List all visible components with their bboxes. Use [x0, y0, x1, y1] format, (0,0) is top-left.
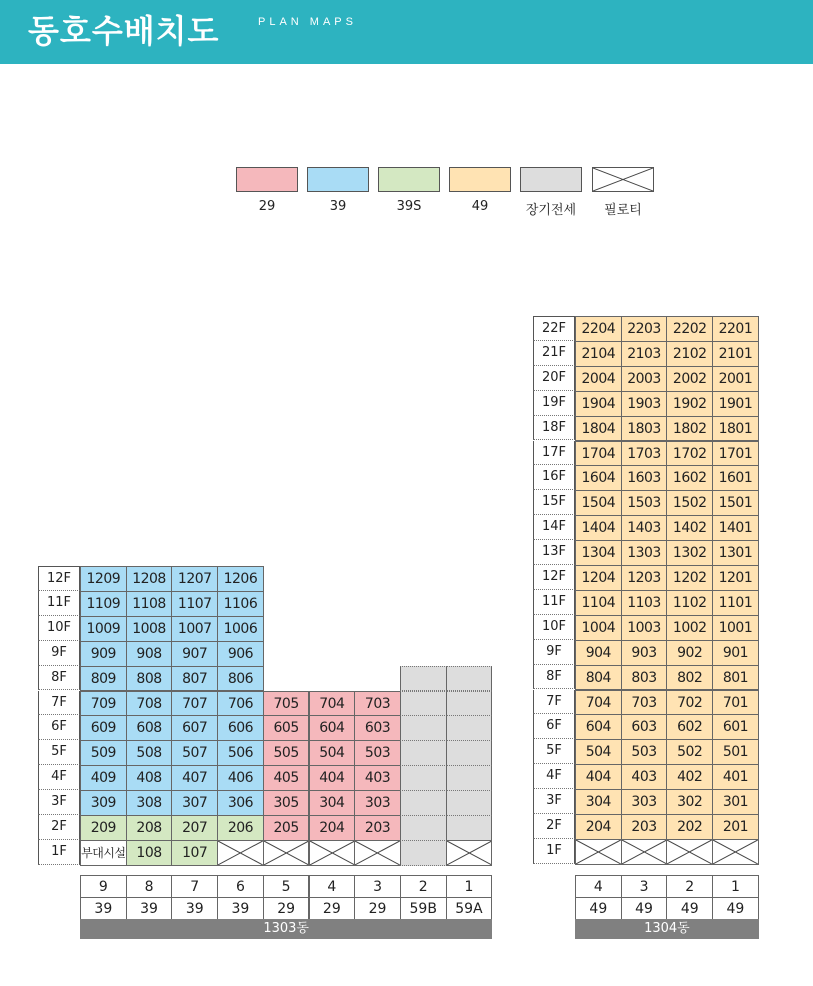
unit-cell: [446, 691, 493, 717]
unit-cell: 708: [126, 691, 173, 717]
unit-cell: 505: [263, 740, 310, 766]
unit-cell: 308: [126, 790, 173, 816]
unit-cell: 1903: [621, 391, 668, 417]
unit-type: 39: [171, 897, 218, 920]
unit-type: 29: [263, 897, 310, 920]
unit-cell: 1002: [666, 615, 713, 641]
unit-cell: 704: [309, 691, 356, 717]
unit-cell: 801: [712, 665, 759, 691]
unit-cell: 906: [217, 641, 264, 667]
unit-cell: [446, 765, 493, 791]
line-number: 2: [400, 875, 447, 898]
floor-label: 22F: [533, 316, 575, 341]
unit-cell: 1302: [666, 540, 713, 566]
unit-cell: 부대시설: [80, 840, 127, 866]
unit-cell: 1804: [575, 416, 622, 442]
unit-cell: 605: [263, 715, 310, 741]
pilotis-cross-icon: [667, 840, 712, 864]
legend-swatch: [378, 167, 440, 192]
unit-cell: 206: [217, 815, 264, 841]
unit-cell: [400, 765, 447, 791]
unit-cell: 1604: [575, 465, 622, 491]
legend-swatch: [236, 167, 298, 192]
unit-cell: 1401: [712, 515, 759, 541]
unit-cell: [400, 790, 447, 816]
unit-cell: 606: [217, 715, 264, 741]
unit-cell: 1208: [126, 566, 173, 592]
unit-cell: 501: [712, 739, 759, 765]
floor-label: 5F: [533, 739, 575, 764]
pilotis-cell: [575, 839, 622, 865]
unit-cell: 1303: [621, 540, 668, 566]
pilotis-cell: [621, 839, 668, 865]
unit-cell: [446, 666, 493, 692]
floor-label: 10F: [38, 616, 80, 641]
unit-cell: 405: [263, 765, 310, 791]
unit-cell: [263, 840, 310, 866]
unit-cell: 507: [171, 740, 218, 766]
unit-cell: 509: [80, 740, 127, 766]
unit-cell: 1201: [712, 565, 759, 591]
unit-cell: 1402: [666, 515, 713, 541]
legend-label: 필로티: [604, 203, 642, 218]
unit-cell: 508: [126, 740, 173, 766]
unit-cell: 1104: [575, 590, 622, 616]
unit-cell: 706: [217, 691, 264, 717]
unit-cell: 1006: [217, 616, 264, 642]
floor-label: 19F: [533, 391, 575, 416]
legend-swatch: [520, 167, 582, 192]
floor-label: 4F: [533, 764, 575, 789]
unit-cell: 1202: [666, 565, 713, 591]
unit-cell: [400, 691, 447, 717]
unit-cell: 1101: [712, 590, 759, 616]
unit-cell: 1008: [126, 616, 173, 642]
floor-label: 8F: [38, 666, 80, 691]
unit-cell: 1203: [621, 565, 668, 591]
pilotis-cross-icon: [310, 841, 355, 865]
page-subtitle: PLAN MAPS: [258, 16, 357, 28]
unit-cell: 2004: [575, 366, 622, 392]
unit-cell: 603: [621, 714, 668, 740]
unit-cell: 707: [171, 691, 218, 717]
line-number: 5: [263, 875, 310, 898]
unit-cell: 204: [575, 814, 622, 840]
unit-cell: 403: [621, 764, 668, 790]
pilotis-cross-icon: [218, 841, 263, 865]
unit-cell: 107: [171, 840, 218, 866]
unit-cell: 203: [354, 815, 401, 841]
pilotis-cross-icon: [593, 168, 653, 191]
pilotis-cell: [712, 839, 759, 865]
unit-cell: 208: [126, 815, 173, 841]
unit-cell: 1504: [575, 490, 622, 516]
unit-cell: 504: [575, 739, 622, 765]
unit-cell: 207: [171, 815, 218, 841]
unit-cell: [400, 815, 447, 841]
unit-cell: 2104: [575, 341, 622, 367]
unit-cell: [446, 740, 493, 766]
pilotis-cross-icon: [713, 840, 758, 864]
line-number: 2: [666, 875, 713, 898]
unit-cell: 307: [171, 790, 218, 816]
floor-label: 15F: [533, 490, 575, 515]
unit-cell: 304: [575, 789, 622, 815]
unit-cell: 1106: [217, 591, 264, 617]
unit-cell: 108: [126, 840, 173, 866]
unit-cell: 504: [309, 740, 356, 766]
unit-cell: 1603: [621, 465, 668, 491]
unit-cell: 705: [263, 691, 310, 717]
legend-swatch: [307, 167, 369, 192]
floor-label: 7F: [533, 690, 575, 715]
unit-cell: [446, 815, 493, 841]
unit-cell: 603: [354, 715, 401, 741]
floor-label: 9F: [533, 640, 575, 665]
line-number: 4: [309, 875, 356, 898]
unit-cell: 1702: [666, 441, 713, 467]
unit-cell: 1003: [621, 615, 668, 641]
line-number: 3: [621, 875, 668, 898]
unit-type: 59A: [446, 897, 493, 920]
unit-cell: 303: [621, 789, 668, 815]
unit-type: 49: [621, 897, 668, 920]
unit-cell: 704: [575, 690, 622, 716]
unit-cell: 302: [666, 789, 713, 815]
unit-cell: 407: [171, 765, 218, 791]
unit-cell: 909: [80, 641, 127, 667]
unit-cell: 1503: [621, 490, 668, 516]
floor-label: 1F: [533, 839, 575, 864]
unit-cell: [446, 715, 493, 741]
unit-cell: 1404: [575, 515, 622, 541]
line-number: 3: [354, 875, 401, 898]
unit-cell: 601: [712, 714, 759, 740]
unit-cell: 2103: [621, 341, 668, 367]
unit-cell: 2204: [575, 316, 622, 342]
legend-label: 39: [329, 199, 347, 214]
building-name: 1304동: [575, 919, 759, 939]
unit-cell: [446, 840, 493, 866]
unit-cell: 2202: [666, 316, 713, 342]
floor-label: 8F: [533, 665, 575, 690]
unit-cell: 309: [80, 790, 127, 816]
pilotis-cross-icon: [264, 841, 309, 865]
pilotis-cell: [666, 839, 713, 865]
line-number: 4: [575, 875, 622, 898]
unit-type: 49: [666, 897, 713, 920]
unit-type: 49: [575, 897, 622, 920]
unit-cell: 1107: [171, 591, 218, 617]
pilotis-cross-icon: [622, 840, 667, 864]
unit-type: 39: [80, 897, 127, 920]
legend-label: 29: [258, 199, 276, 214]
floor-label: 1F: [38, 840, 80, 865]
floor-label: 10F: [533, 615, 575, 640]
pilotis-cross-icon: [355, 841, 400, 865]
pilotis-cross-icon: [576, 840, 621, 864]
unit-cell: 303: [354, 790, 401, 816]
floor-label: 2F: [38, 815, 80, 840]
unit-cell: [354, 840, 401, 866]
floor-label: 11F: [533, 590, 575, 615]
unit-cell: 809: [80, 666, 127, 692]
unit-cell: 2102: [666, 341, 713, 367]
unit-cell: 205: [263, 815, 310, 841]
unit-cell: 2003: [621, 366, 668, 392]
unit-cell: 203: [621, 814, 668, 840]
unit-cell: 408: [126, 765, 173, 791]
unit-cell: 702: [666, 690, 713, 716]
unit-cell: 903: [621, 640, 668, 666]
unit-cell: 2201: [712, 316, 759, 342]
unit-cell: [217, 840, 264, 866]
pilotis-cross-icon: [447, 841, 492, 865]
floor-label: 12F: [38, 566, 80, 591]
unit-cell: 1207: [171, 566, 218, 592]
unit-cell: 503: [621, 739, 668, 765]
floor-label: 5F: [38, 740, 80, 765]
unit-cell: 1009: [80, 616, 127, 642]
line-number: 9: [80, 875, 127, 898]
line-number: 7: [171, 875, 218, 898]
page-title: 동호수배치도: [28, 12, 220, 50]
unit-cell: 401: [712, 764, 759, 790]
unit-cell: 1004: [575, 615, 622, 641]
unit-cell: 1901: [712, 391, 759, 417]
unit-type: 39: [217, 897, 264, 920]
unit-cell: 807: [171, 666, 218, 692]
unit-cell: 901: [712, 640, 759, 666]
floor-label: 3F: [38, 790, 80, 815]
unit-cell: 908: [126, 641, 173, 667]
unit-type: 29: [309, 897, 356, 920]
legend-swatch: [449, 167, 511, 192]
floor-label: 9F: [38, 641, 80, 666]
floor-label: 16F: [533, 465, 575, 490]
unit-cell: 1301: [712, 540, 759, 566]
unit-cell: [400, 840, 447, 866]
page-header: [0, 0, 813, 64]
unit-cell: 1007: [171, 616, 218, 642]
unit-cell: 402: [666, 764, 713, 790]
unit-cell: 806: [217, 666, 264, 692]
unit-cell: 403: [354, 765, 401, 791]
unit-cell: 2203: [621, 316, 668, 342]
unit-cell: 404: [309, 765, 356, 791]
unit-cell: 808: [126, 666, 173, 692]
unit-cell: 202: [666, 814, 713, 840]
unit-cell: 802: [666, 665, 713, 691]
unit-cell: 209: [80, 815, 127, 841]
unit-cell: 2002: [666, 366, 713, 392]
unit-cell: 1403: [621, 515, 668, 541]
unit-cell: 602: [666, 714, 713, 740]
unit-cell: 1206: [217, 566, 264, 592]
unit-cell: 1902: [666, 391, 713, 417]
unit-cell: [400, 666, 447, 692]
unit-cell: 701: [712, 690, 759, 716]
unit-cell: 608: [126, 715, 173, 741]
unit-cell: 503: [354, 740, 401, 766]
unit-cell: 2101: [712, 341, 759, 367]
unit-cell: 803: [621, 665, 668, 691]
unit-cell: 1502: [666, 490, 713, 516]
unit-cell: [400, 740, 447, 766]
line-number: 1: [446, 875, 493, 898]
legend-swatch: [592, 167, 654, 192]
unit-cell: 1209: [80, 566, 127, 592]
unit-cell: 304: [309, 790, 356, 816]
floor-label: 2F: [533, 814, 575, 839]
unit-cell: 703: [621, 690, 668, 716]
unit-cell: 907: [171, 641, 218, 667]
unit-cell: 404: [575, 764, 622, 790]
floor-label: 6F: [38, 715, 80, 740]
unit-cell: 1703: [621, 441, 668, 467]
unit-cell: 1304: [575, 540, 622, 566]
line-number: 8: [126, 875, 173, 898]
floor-label: 17F: [533, 441, 575, 466]
unit-cell: 506: [217, 740, 264, 766]
unit-cell: 1204: [575, 565, 622, 591]
floor-label: 18F: [533, 416, 575, 441]
unit-cell: 607: [171, 715, 218, 741]
floor-label: 12F: [533, 565, 575, 590]
unit-cell: [309, 840, 356, 866]
unit-cell: 204: [309, 815, 356, 841]
unit-cell: 201: [712, 814, 759, 840]
floor-label: 11F: [38, 591, 80, 616]
unit-cell: 902: [666, 640, 713, 666]
unit-cell: 406: [217, 765, 264, 791]
unit-cell: 1501: [712, 490, 759, 516]
unit-cell: 502: [666, 739, 713, 765]
unit-cell: 1108: [126, 591, 173, 617]
unit-cell: 1904: [575, 391, 622, 417]
floor-label: 20F: [533, 366, 575, 391]
unit-cell: 1801: [712, 416, 759, 442]
unit-cell: 1602: [666, 465, 713, 491]
unit-cell: 604: [309, 715, 356, 741]
unit-cell: [400, 715, 447, 741]
legend-label: 장기전세: [525, 203, 577, 218]
unit-cell: 1109: [80, 591, 127, 617]
unit-cell: 306: [217, 790, 264, 816]
unit-cell: 1102: [666, 590, 713, 616]
unit-cell: 1701: [712, 441, 759, 467]
unit-type: 29: [354, 897, 401, 920]
unit-cell: 2001: [712, 366, 759, 392]
unit-cell: 1103: [621, 590, 668, 616]
unit-cell: 904: [575, 640, 622, 666]
unit-cell: 1803: [621, 416, 668, 442]
unit-cell: 1001: [712, 615, 759, 641]
unit-type: 39: [126, 897, 173, 920]
line-number: 1: [712, 875, 759, 898]
floor-label: 21F: [533, 341, 575, 366]
unit-cell: 804: [575, 665, 622, 691]
line-number: 6: [217, 875, 264, 898]
unit-cell: 703: [354, 691, 401, 717]
unit-cell: 301: [712, 789, 759, 815]
floor-label: 3F: [533, 789, 575, 814]
unit-cell: 709: [80, 691, 127, 717]
unit-cell: 604: [575, 714, 622, 740]
unit-cell: 609: [80, 715, 127, 741]
unit-cell: 1802: [666, 416, 713, 442]
floor-label: 7F: [38, 691, 80, 716]
building-name: 1303동: [80, 919, 492, 939]
legend-label: 49: [471, 199, 489, 214]
unit-cell: 409: [80, 765, 127, 791]
floor-label: 14F: [533, 515, 575, 540]
floor-label: 6F: [533, 714, 575, 739]
unit-cell: 1601: [712, 465, 759, 491]
unit-type: 49: [712, 897, 759, 920]
unit-cell: 305: [263, 790, 310, 816]
floor-label: 4F: [38, 765, 80, 790]
floor-label: 13F: [533, 540, 575, 565]
legend-label: 39S: [396, 199, 422, 214]
unit-cell: 1704: [575, 441, 622, 467]
unit-cell: [446, 790, 493, 816]
unit-type: 59B: [400, 897, 447, 920]
